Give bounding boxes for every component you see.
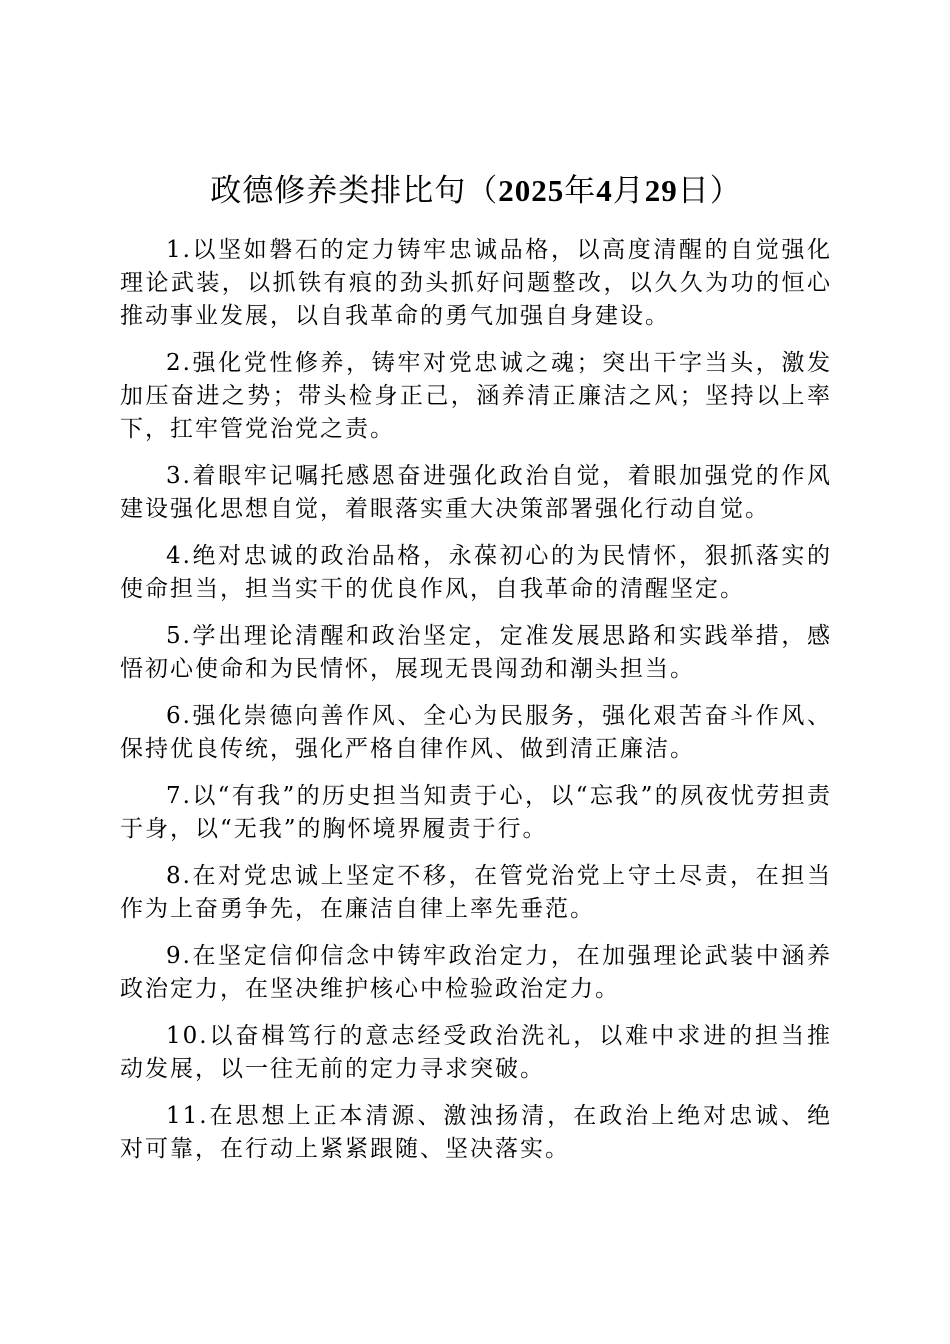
paragraph-8: 8.在对党忠诚上坚定不移，在管党治党上守土尽责，在担当作为上奋勇争先，在廉洁自律上率先垂范。 — [120, 863, 832, 922]
title-suffix: 日） — [677, 173, 742, 209]
paragraph-10: 10.以奋楫笃行的意志经受政治洗礼，以难中求进的担当推动发展，以一往无前的定力寻求突破。 — [120, 1023, 832, 1082]
title-month-unit: 月 — [612, 173, 645, 209]
paragraph-11: 11.在思想上正本清源、激浊扬清，在政治上绝对忠诚、绝对可靠，在行动上紧紧跟随、坚决落实。 — [120, 1103, 832, 1162]
title-year: 2025 — [498, 173, 565, 208]
paragraph-5: 5.学出理论清醒和政治坚定，定准发展思路和实践举措，感悟初心使命和为民情怀，展现无畏闯劲和潮头担当。 — [120, 623, 832, 682]
paragraph-7: 7.以“有我”的历史担当知责于心，以“忘我”的夙夜忧劳担责于身，以“无我”的胸怀境界履责于行。 — [120, 783, 832, 842]
title-year-unit: 年 — [564, 173, 597, 209]
paragraph-3: 3.着眼牢记嘱托感恩奋进强化政治自觉，着眼加强党的作风建设强化思想自觉，着眼落实重大决策部署强化行动自觉。 — [120, 463, 832, 522]
paragraph-2: 2.强化党性修养，铸牢对党忠诚之魂；突出干字当头，激发加压奋进之势；带头检身正己，涵养清正廉洁之风；坚持以上率下，扛牢管党治党之责。 — [120, 350, 832, 442]
title-prefix: 政德修养类排比句（ — [210, 173, 499, 209]
document-title — [120, 168, 832, 214]
document-page — [120, 168, 832, 1180]
paragraph-9: 9.在坚定信仰信念中铸牢政治定力，在加强理论武装中涵养政治定力，在坚决维护核心中检验政治定力。 — [120, 943, 832, 1002]
title-day: 29 — [644, 173, 678, 208]
title-month: 4 — [596, 173, 613, 208]
paragraph-4: 4.绝对忠诚的政治品格，永葆初心的为民情怀，狠抓落实的使命担当，担当实干的优良作风，自我革命的清醒坚定。 — [120, 543, 832, 602]
paragraph-1: 1.以坚如磐石的定力铸牢忠诚品格，以高度清醒的自觉强化理论武装，以抓铁有痕的劲头抓好问题整改，以久久为功的恒心推动事业发展，以自我革命的勇气加强自身建设。 — [120, 237, 832, 329]
paragraph-6: 6.强化崇德向善作风、全心为民服务，强化艰苦奋斗作风、保持优良传统，强化严格自律作风、做到清正廉洁。 — [120, 703, 832, 762]
